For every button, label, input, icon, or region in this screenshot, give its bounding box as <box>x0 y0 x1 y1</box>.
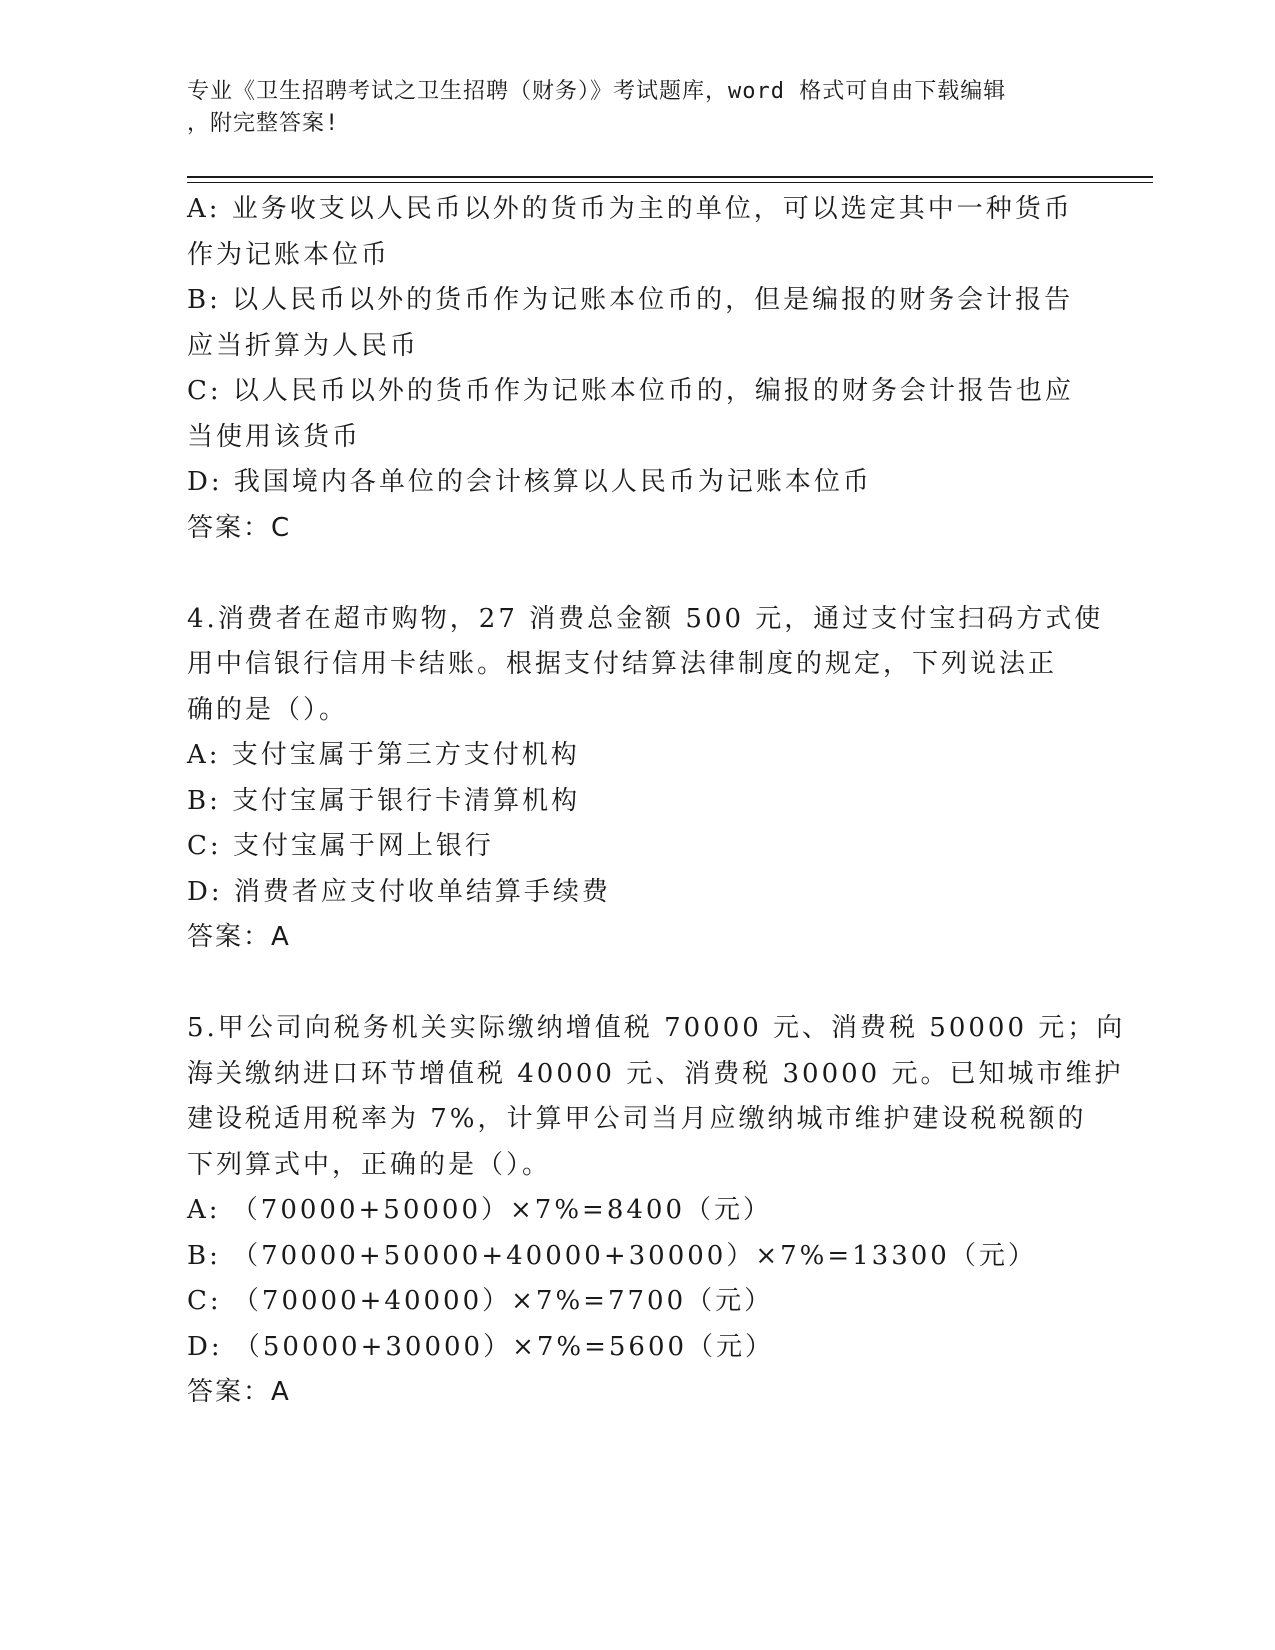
q4-option-d: D: 消费者应支付收单结算手续费 <box>187 876 611 907</box>
header-divider-thin <box>187 182 1153 183</box>
q3-option-a-line-2: 作为记账本位币 <box>187 239 391 270</box>
q3-option-c-line-2: 当使用该货币 <box>187 421 362 452</box>
q5-stem-line-2: 海关缴纳进口环节增值税 40000 元、消费税 30000 元。已知城市维护 <box>187 1058 1124 1089</box>
q5-option-b: B: （70000+50000+40000+30000）×7%=13300（元） <box>187 1240 1037 1271</box>
question-4 <box>187 597 1104 961</box>
q3-option-a-line-1: A: 业务收支以人民币以外的货币为主的单位，可以选定其中一种货币 <box>187 194 1073 224</box>
q3-option-b-line-1: B: 以人民币以外的货币作为记账本位币的，但是编报的财务会计报告 <box>187 285 1074 315</box>
q5-stem-line-3: 建设税适用税率为 7%，计算甲公司当月应缴纳城市维护建设税税额的 <box>187 1104 1087 1134</box>
document-header <box>187 76 1067 140</box>
q5-option-c: C: （70000+40000）×7%=7700（元） <box>187 1286 774 1316</box>
q5-answer: 答案：A <box>187 1377 291 1407</box>
header-line-1: 专业《卫生招聘考试之卫生招聘（财务）》考试题库，word 格式可自由下载编辑 <box>187 79 1007 104</box>
question-content <box>187 187 1126 1416</box>
q3-option-b-line-2: 应当折算为人民币 <box>187 330 420 361</box>
q4-answer: 答案：A <box>187 922 291 952</box>
spacer <box>187 961 1087 1007</box>
q4-option-c: C: 支付宝属于网上银行 <box>187 831 494 861</box>
q5-stem-line-4: 下列算式中，正确的是（）。 <box>187 1149 552 1180</box>
q4-option-b: B: 支付宝属于银行卡清算机构 <box>187 785 581 816</box>
q4-stem-line-3: 确的是（）。 <box>187 694 349 725</box>
q4-stem-line-2: 用中信银行信用卡结账。根据支付结算法律制度的规定，下列说法正 <box>187 649 1058 679</box>
q5-option-d: D: （50000+30000）×7%=5600（元） <box>187 1331 775 1362</box>
question-5 <box>187 1006 1126 1416</box>
header-line-2: ，附完整答案! <box>187 111 340 136</box>
question-3 <box>187 187 1087 551</box>
q3-answer: 答案：C <box>187 512 292 543</box>
header-divider-thick <box>187 176 1153 178</box>
spacer <box>187 551 1087 597</box>
q5-option-a: A: （70000+50000）×7%=8400（元） <box>187 1195 772 1225</box>
q4-stem-line-1: 4.消费者在超市购物，27 消费总金额 500 元，通过支付宝扫码方式使 <box>187 603 1104 634</box>
q3-option-c-line-1: C: 以人民币以外的货币作为记账本位币的，编报的财务会计报告也应 <box>187 376 1074 406</box>
q5-stem-line-1: 5.甲公司向税务机关实际缴纳增值税 70000 元、消费税 50000 元；向 <box>187 1013 1126 1043</box>
q3-option-d: D: 我国境内各单位的会计核算以人民币为记账本位币 <box>187 467 872 497</box>
q4-option-a: A: 支付宝属于第三方支付机构 <box>187 740 580 770</box>
